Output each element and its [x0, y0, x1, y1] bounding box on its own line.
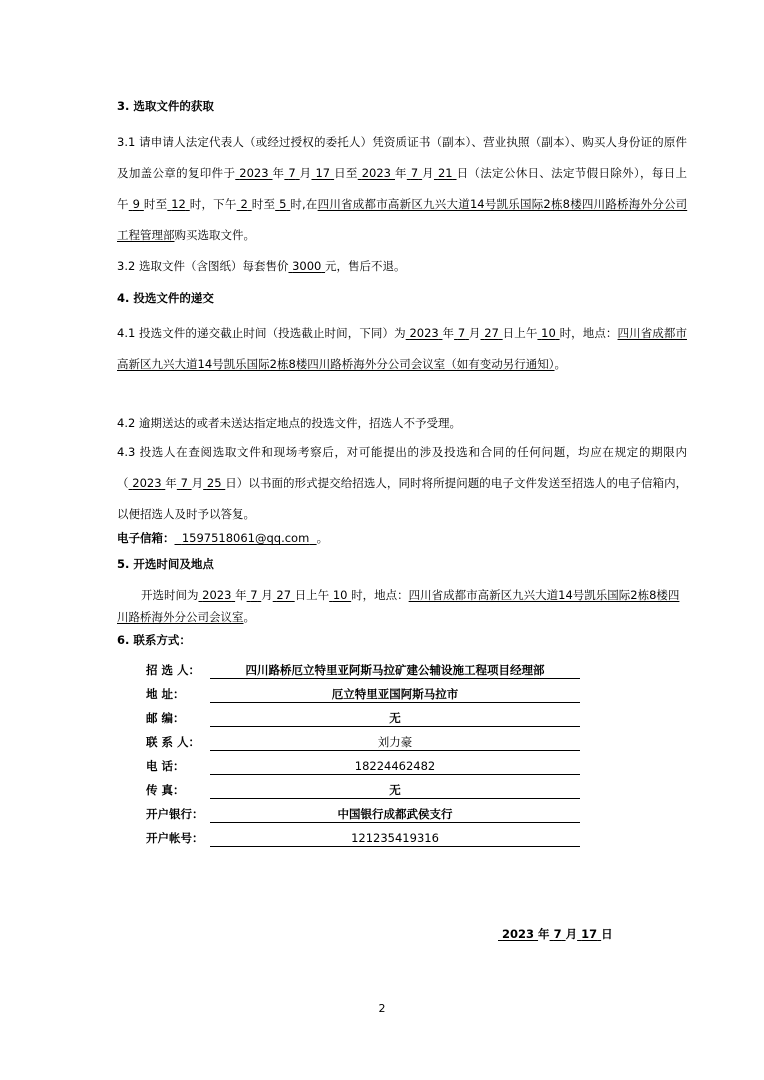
paragraph-5: 开选时间为 2023 年 7 月 27 日上午 10 时，地点：四川省成都市高新区九兴大道14号凯乐国际2栋8楼四川路桥海外分公司会议室。	[117, 588, 680, 624]
text: 3.1 请申请人法定代表人（或经过授权的委托人）凭资质证书（副本）、营业执照（副本）、购买人身份证的原件及加盖公章的复印件于	[117, 135, 687, 180]
date-field: 2023	[239, 166, 269, 180]
email-label: 电子信箱：	[117, 531, 175, 545]
contact-row-contact-person: 联 系 人： 刘力豪	[146, 731, 210, 753]
email-value: 1597518061@qq.com	[181, 531, 310, 545]
submission-location: 四川省成都市高新区九兴大道14号凯乐国际2栋8楼四川路桥海外分公司会议室（如有变动另行通知）	[117, 326, 687, 371]
purchase-location: 四川省成都市高新区九兴大道14号凯乐国际2栋8楼四川路桥海外分公司工程管理部	[117, 197, 688, 242]
contact-row-phone: 电 话： 18224462482	[146, 755, 210, 777]
contact-row-fax: 传 真： 无	[146, 779, 210, 801]
page-number: 2	[378, 1002, 386, 1015]
date-field: 2023	[361, 166, 392, 180]
section-4-title: 4. 投选文件的递交	[117, 291, 214, 305]
contact-row-bidder: 招 选 人： 四川路桥厄立特里亚阿斯马拉矿建公辅设施工程项目经理部	[146, 659, 210, 681]
contact-row-account: 开户帐号： 121235419316	[146, 827, 210, 849]
paragraph-4-2: 4.2 逾期送达的或者未送达指定地点的投选文件，招选人不予受理。	[117, 416, 461, 430]
section-3-title: 3. 选取文件的获取	[117, 99, 214, 113]
paragraph-3-2: 3.2 选取文件（含图纸）每套售价 3000 元，售后不退。	[117, 259, 406, 273]
contact-row-postcode: 邮 编： 无	[146, 707, 210, 729]
paragraph-3-1: 3.1 请申请人法定代表人（或经过授权的委托人）凭资质证书（副本）、营业执照（副本）、购买人身份证的原件及加盖公章的复印件于 2023 年 7 月 17 日至 2023 年 7 月 21 日（法定公休日、法定节假日除外），每日上午 9 时至 12 时，下午 2 时至 5 时,在四川省成都市高新区九兴大道14号凯乐国际2栋8楼四川路桥海外分公司工程管理部购买选取文件。	[117, 135, 688, 242]
section-5-title: 5. 开选时间及地点	[117, 557, 214, 571]
paragraph-4-1: 4.1 投选文件的递交截止时间（投选截止时间，下同）为 2023 年 7 月 27 日上午 10 时，地点：四川省成都市高新区九兴大道14号凯乐国际2栋8楼四川路桥海外分公司会议室（如有变动另行通知）。	[117, 326, 687, 371]
paragraph-4-3: 4.3 投选人在查阅选取文件和现场考察后，对可能提出的涉及投选和合同的任何问题，均应在规定的期限内（ 2023 年 7 月 25 日）以书面的形式提交给招选人，同时将所提问题的电子文件发送至招选人的电子信箱内，以便招选人及时予以答复。	[117, 445, 688, 521]
contact-row-bank: 开户银行： 中国银行成都武侯支行	[146, 803, 210, 825]
opening-location: 四川省成都市高新区九兴大道14号凯乐国际2栋8楼四川路桥海外分公司会议室	[117, 588, 680, 624]
signature-date: 2023 年 7 月 17 日	[502, 927, 613, 941]
section-6-title: 6. 联系方式：	[117, 633, 191, 647]
email-line: 电子信箱： 1597518061@qq.com 。	[117, 531, 329, 545]
contact-row-address: 地 址： 厄立特里亚国阿斯马拉市	[146, 683, 210, 705]
price-field: 3000	[292, 259, 322, 273]
